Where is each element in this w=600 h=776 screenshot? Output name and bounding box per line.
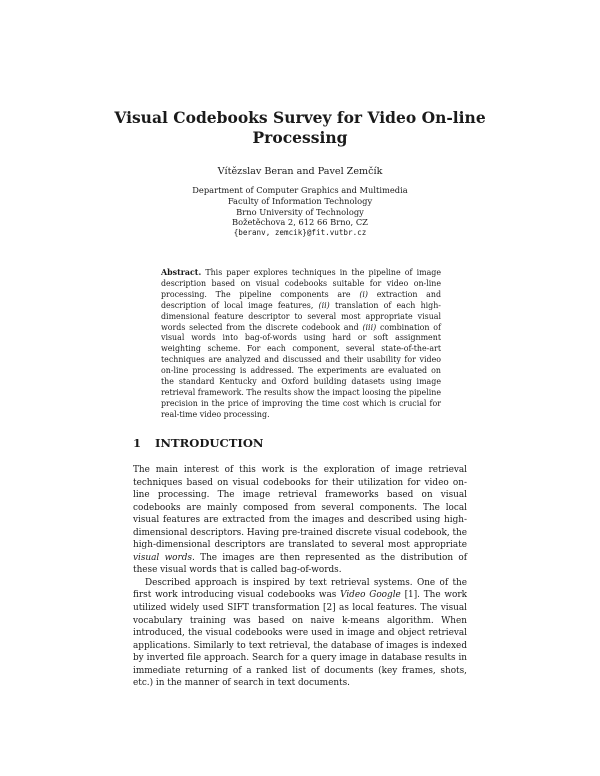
body-text-run: . The images are then represented as the distribution of these visual words that is called bag-of-words.	[133, 552, 467, 576]
emphasized-term: Video Google	[340, 590, 401, 601]
abstract-paragraph	[161, 268, 441, 421]
section-title: INTRODUCTION	[155, 436, 264, 450]
body-paragraph	[133, 577, 467, 690]
abstract-text: combination of visual words into bag-of-words using hard or soft assignment weighting scheme. For each component, several state-of-the-art techniques are analyzed and discussed and their usability for video on-line processing is addressed. The experiments are evaluated on the standard Kentucky and Oxford building datasets using image retrieval framework. The results show the impact loosing the pipeline precision in the price of improving the time cost which is crucial for real-time video processing.	[161, 322, 441, 419]
abstract-text: This paper explores techniques in the pipeline of image description based on visual codebooks suitable for video on-line processing. The pipeline components are	[161, 268, 441, 299]
section-body	[133, 464, 467, 690]
affiliation-department: Department of Computer Graphics and Multimedia	[192, 185, 408, 195]
affiliation-faculty: Faculty of Information Technology	[227, 195, 373, 206]
abstract-text: extraction and description of local image features,	[161, 289, 441, 310]
abstract-marker-i: (i)	[359, 289, 368, 299]
body-text-run: [1]. The work utilized widely used SIFT transformation [2] as local features. The visual vocabulary training was based on naive k-means algorithm. When introduced, the visual codebooks were used in image and object retrieval applications. Similarly to text retrieval, the database of images is indexed by inverted file approach. Search for a query image in database results in immediate returning of a ranked list of documents (key frames, shots, etc.) in the manner of search in text documents.	[133, 590, 467, 689]
body-text-run: The main interest of this work is the exploration of image retrieval techniques based on visual codebooks for their utilization for video on-line processing. The image retrieval frameworks based on visual codebooks are mainly composed from several components. The local visual features are extracted from the images and described using high-dimensional descriptors. Having pre-trained discrete visual codebook, the high-dimensional descriptors are translated to several most appropriate	[133, 465, 467, 551]
body-text-run: Described approach is inspired by text retrieval systems. One of the first work introducing visual codebooks was	[133, 577, 467, 601]
abstract-marker-ii: (ii)	[318, 300, 330, 310]
abstract-label: Abstract.	[161, 268, 202, 277]
author-email: {beranv, zemcik}@fit.vutbr.cz	[233, 228, 367, 238]
section-heading	[133, 436, 264, 450]
affiliation-address: Božetěchova 2, 612 66 Brno, CZ	[232, 217, 368, 228]
author-list: Vítězslav Beran and Pavel Zemčík	[217, 166, 383, 177]
section-number: 1	[133, 436, 142, 450]
abstract-text: translation of each high-dimensional feature descriptor to several most appropriate visual words selected from the discrete codebook and	[161, 300, 441, 332]
body-paragraph	[133, 464, 467, 577]
affiliation-block	[100, 185, 500, 239]
emphasized-term: visual words	[133, 552, 192, 563]
affiliation-university: Brno University of Technology	[236, 206, 364, 217]
abstract-marker-iii: (iii)	[362, 322, 377, 332]
paper-title: Visual Codebooks Survey for Video On-line Processing	[114, 108, 486, 147]
